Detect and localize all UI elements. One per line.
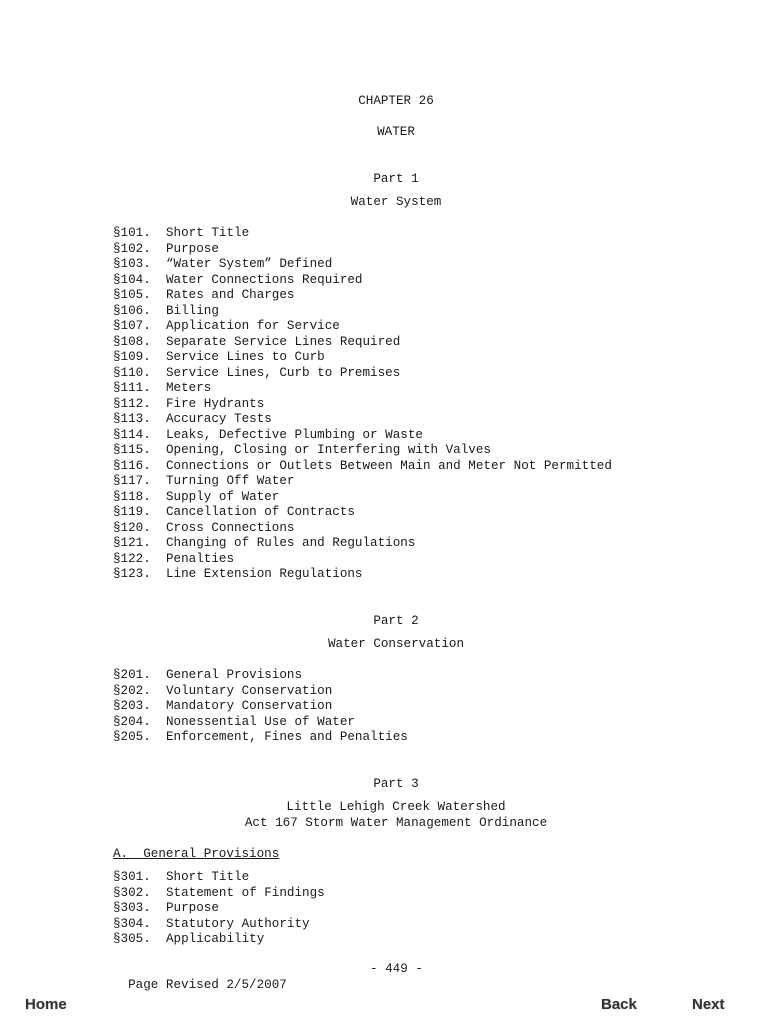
toc-entry	[113, 521, 612, 537]
section-number: §201.	[113, 668, 151, 682]
section-title: Short Title	[166, 226, 250, 240]
section-number: §302.	[113, 885, 151, 900]
section-number: §113.	[113, 412, 151, 426]
toc-entry	[113, 567, 612, 583]
toc-entry	[113, 381, 612, 397]
section-title: Meters	[166, 381, 212, 395]
toc-entry	[113, 536, 612, 552]
home-link[interactable]: Home	[25, 996, 67, 1013]
section-number: §120.	[113, 520, 151, 535]
section-title: Service Lines, Curb to Premises	[166, 365, 401, 380]
part2-toc	[113, 668, 408, 746]
section-number: §117.	[113, 474, 151, 488]
next-link[interactable]: Next	[692, 996, 725, 1013]
toc-entry	[113, 273, 612, 289]
toc-entry	[113, 715, 408, 731]
section-title: Purpose	[166, 241, 219, 256]
chapter-label: CHAPTER 26	[358, 94, 434, 108]
part2-title: Water Conservation	[327, 637, 465, 651]
section-title: Penalties	[166, 551, 235, 566]
section-number: §303.	[113, 901, 151, 915]
section-title: Changing of Rules and Regulations	[166, 536, 416, 550]
section-title: Purpose	[166, 901, 219, 915]
section-number: §102.	[113, 241, 151, 256]
toc-entry	[113, 886, 325, 902]
section-number: §104.	[113, 272, 151, 287]
toc-entry	[113, 443, 612, 459]
section-title: Water Connections Required	[166, 272, 363, 287]
section-title: Supply of Water	[166, 489, 280, 504]
part3-subsection-heading: A. General Provisions	[113, 847, 280, 861]
section-number: §114.	[113, 427, 151, 442]
section-title: Statutory Authority	[166, 916, 310, 931]
section-number: §122.	[113, 551, 151, 566]
toc-entry	[113, 242, 612, 258]
part3-title-line2: Act 167 Storm Water Management Ordinance	[244, 816, 548, 830]
section-title: Nonessential Use of Water	[166, 714, 355, 729]
part3-label: Part 3	[373, 777, 419, 791]
section-title: “Water System” Defined	[166, 257, 333, 271]
section-number: §111.	[113, 381, 151, 395]
section-number: §105.	[113, 288, 151, 302]
section-number: §121.	[113, 536, 151, 550]
part2-label: Part 2	[373, 614, 419, 628]
part1-toc	[113, 226, 612, 583]
section-title: Cross Connections	[166, 520, 295, 535]
section-number: §106.	[113, 303, 151, 318]
section-title: Applicability	[166, 932, 265, 946]
toc-entry	[113, 459, 612, 475]
toc-entry	[113, 505, 612, 521]
section-title: Enforcement, Fines and Penalties	[166, 730, 408, 744]
part3-toc	[113, 870, 325, 948]
section-number: §304.	[113, 916, 151, 931]
toc-entry	[113, 350, 612, 366]
section-number: §112.	[113, 396, 151, 411]
section-title: Mandatory Conservation	[166, 699, 333, 713]
section-title: Opening, Closing or Interfering with Valves	[166, 443, 491, 457]
back-link[interactable]: Back	[601, 996, 637, 1013]
section-number: §116.	[113, 458, 151, 473]
section-number: §119.	[113, 505, 151, 519]
section-title: Accuracy Tests	[166, 412, 272, 426]
toc-entry	[113, 684, 408, 700]
toc-entry	[113, 335, 612, 351]
toc-entry	[113, 730, 408, 746]
part1-label: Part 1	[373, 172, 419, 186]
toc-entry	[113, 668, 408, 684]
toc-entry	[113, 412, 612, 428]
toc-entry	[113, 490, 612, 506]
section-number: §115.	[113, 443, 151, 457]
toc-entry	[113, 226, 612, 242]
section-number: §110.	[113, 365, 151, 380]
section-number: §301.	[113, 870, 151, 884]
section-number: §108.	[113, 334, 151, 349]
section-number: §205.	[113, 730, 151, 744]
toc-entry	[113, 699, 408, 715]
section-number: §202.	[113, 683, 151, 698]
toc-entry	[113, 319, 612, 335]
toc-entry	[113, 288, 612, 304]
section-title: Fire Hydrants	[166, 396, 265, 411]
section-title: Leaks, Defective Plumbing or Waste	[166, 427, 423, 442]
section-title: Connections or Outlets Between Main and Meter Not Permitted	[166, 458, 612, 473]
toc-entry	[113, 304, 612, 320]
section-number: §305.	[113, 932, 151, 946]
part1-title: Water System	[350, 195, 442, 209]
section-number: §103.	[113, 257, 151, 271]
toc-entry	[113, 428, 612, 444]
section-title: Cancellation of Contracts	[166, 505, 355, 519]
revision-date: Page Revised 2/5/2007	[128, 977, 287, 992]
section-number: §101.	[113, 226, 151, 240]
section-number: §118.	[113, 489, 151, 504]
section-title: Statement of Findings	[166, 885, 325, 900]
section-title: Service Lines to Curb	[166, 350, 325, 364]
toc-entry	[113, 397, 612, 413]
toc-entry	[113, 932, 325, 948]
toc-entry	[113, 870, 325, 886]
section-title: Voluntary Conservation	[166, 683, 333, 698]
section-title: Application for Service	[166, 319, 340, 333]
section-number: §204.	[113, 714, 151, 729]
toc-entry	[113, 901, 325, 917]
toc-entry	[113, 366, 612, 382]
section-number: §109.	[113, 350, 151, 364]
section-title: Rates and Charges	[166, 288, 295, 302]
section-title: Line Extension Regulations	[166, 567, 363, 581]
toc-entry	[113, 917, 325, 933]
section-number: §203.	[113, 699, 151, 713]
section-number: §123.	[113, 567, 151, 581]
section-title: Turning Off Water	[166, 474, 295, 488]
toc-entry	[113, 474, 612, 490]
page-number: - 449 -	[370, 962, 423, 976]
page-footer	[113, 962, 423, 1009]
section-title: Separate Service Lines Required	[166, 334, 401, 349]
section-title: General Provisions	[166, 668, 303, 682]
toc-entry	[113, 257, 612, 273]
section-title: Billing	[166, 303, 219, 318]
section-number: §107.	[113, 319, 151, 333]
toc-entry	[113, 552, 612, 568]
chapter-title: WATER	[377, 125, 415, 139]
part3-title-line1: Little Lehigh Creek Watershed	[286, 800, 506, 814]
section-title: Short Title	[166, 870, 250, 884]
